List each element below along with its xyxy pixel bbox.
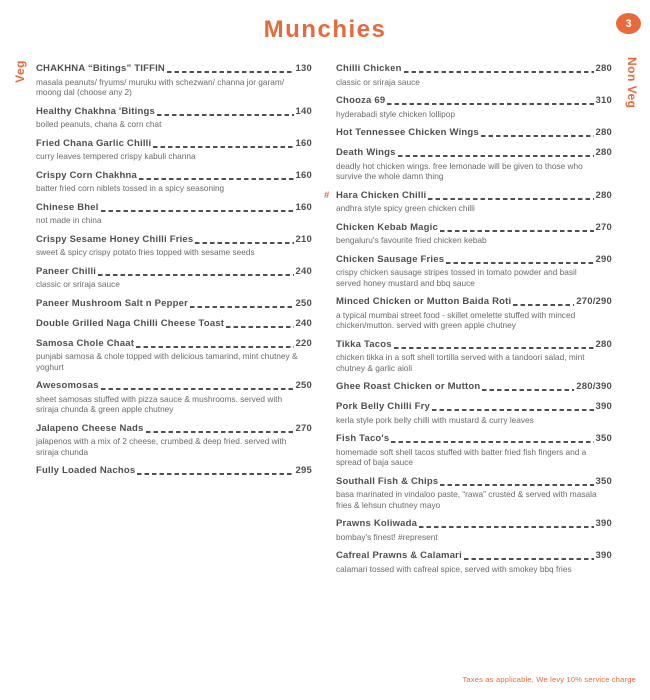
item-description: crispy chicken sausage stripes tossed in tomato powder and basil served honey mustard and bbq sauce: [336, 267, 577, 288]
menu-item: [36, 234, 312, 258]
item-price: 350: [595, 433, 612, 444]
item-name: Southall Fish & Chips: [336, 475, 439, 487]
item-description: not made in china: [36, 215, 102, 225]
dotted-leader: [190, 306, 294, 308]
dotted-leader: [394, 347, 594, 349]
item-description: classic or sriraja sauce: [336, 76, 420, 87]
item-line: [336, 433, 612, 445]
item-line: [36, 266, 312, 278]
item-name: Paneer Mushroom Salt n Pepper: [36, 297, 189, 309]
item-name: Death Wings: [336, 147, 396, 158]
menu-item: [336, 401, 612, 425]
item-price: 270/290: [576, 296, 612, 307]
item-price: 270: [595, 221, 612, 233]
menu-item: [336, 296, 612, 331]
item-name: Paneer Chilli: [36, 265, 97, 277]
item-line: [36, 170, 312, 182]
item-line: [336, 476, 612, 488]
item-line: [336, 339, 612, 351]
item-name: Fried Chana Garlic Chilli: [36, 137, 152, 149]
item-price: 390: [595, 550, 612, 561]
dotted-leader: [226, 326, 293, 328]
item-line: [36, 338, 312, 350]
menu-item: [36, 138, 312, 162]
item-line: [336, 147, 612, 159]
item-name: Chinese Bhel: [36, 201, 99, 213]
dotted-leader: [432, 409, 594, 411]
item-line: [36, 298, 312, 310]
dotted-leader: [146, 431, 294, 433]
item-name: Fully Loaded Nachos: [36, 465, 136, 476]
item-description: batter fried corn niblets tossed in a spicy seasoning: [36, 183, 225, 193]
dotted-leader: [481, 135, 594, 137]
menu-item: [336, 381, 612, 393]
menu-item: [336, 550, 612, 574]
item-name: Pork Belly Chilli Fry: [336, 401, 430, 412]
item-description: calamari tossed with cafreal spice, served with smokey bbq fries: [336, 563, 572, 574]
menu-item: [36, 202, 312, 226]
item-name: Chicken Sausage Fries: [336, 253, 445, 265]
item-name: Samosa Chole Chaat: [36, 337, 135, 349]
item-line: [36, 465, 312, 477]
menu-item: [36, 266, 312, 290]
item-price: 280: [595, 147, 612, 158]
item-line: [336, 95, 612, 107]
dotted-leader: [101, 388, 294, 390]
menu-item: [36, 318, 312, 330]
item-line: [336, 401, 612, 413]
veg-section-label: Veg: [13, 60, 27, 83]
footer-note: Taxes as applicable, We levy 10% service charge: [462, 675, 636, 684]
item-price: 160: [295, 137, 312, 149]
item-price: 160: [295, 169, 312, 181]
item-description: hyderabadi style chicken lollipop: [336, 108, 455, 119]
item-line: [336, 381, 612, 393]
dotted-leader: [387, 103, 593, 105]
item-description: curry leaves tempered crispy kabuli channa: [36, 151, 196, 161]
item-line: [336, 518, 612, 530]
item-description: kerla style pork belly chilli with mustard & curry leaves: [336, 414, 534, 425]
menu-item: [36, 170, 312, 194]
item-description: sweet & spicy crispy potato fries topped with sesame seeds: [36, 247, 255, 257]
menu-item: [36, 63, 312, 98]
veg-column: [36, 63, 312, 660]
item-name: Healthy Chakhna 'Bitings: [36, 105, 155, 117]
item-price: 160: [295, 201, 312, 213]
item-price: 240: [295, 265, 312, 277]
item-price: 220: [295, 337, 312, 349]
item-name: Fish Taco's: [336, 433, 390, 444]
item-line: [336, 296, 612, 308]
nonveg-column: [324, 63, 612, 660]
menu-item: [36, 423, 312, 458]
item-price: 390: [595, 518, 612, 529]
dotted-leader: [419, 526, 593, 528]
item-price: 250: [295, 297, 312, 309]
dotted-leader: [101, 210, 294, 212]
item-description: chicken tikka in a soft shell tortilla served with a tandoori salad, mint chutney & garlic aioli: [336, 352, 585, 373]
dotted-leader: [404, 71, 594, 73]
page-number: 3: [625, 17, 632, 30]
item-line: [36, 138, 312, 150]
dotted-leader: [157, 114, 294, 116]
menu-item: [336, 518, 612, 542]
item-line: [336, 190, 612, 202]
dotted-leader: [153, 146, 293, 148]
item-name: Awesomosas: [36, 380, 99, 391]
item-description: basa marinated in vindaloo paste, “rawa” crusted & served with masala fries & lehsun chutney mayo: [336, 489, 597, 510]
menu-item: [336, 147, 612, 182]
dotted-leader: [137, 473, 293, 475]
dotted-leader: [464, 558, 594, 560]
item-price: 295: [295, 465, 312, 476]
item-price: 390: [595, 401, 612, 412]
item-line: [336, 550, 612, 562]
item-line: [36, 380, 312, 392]
item-name: Chilli Chicken: [336, 63, 402, 74]
menu-item: [36, 298, 312, 310]
menu-item: [36, 338, 312, 373]
item-description: classic or sriraja sauce: [36, 279, 120, 289]
item-name: Hara Chicken Chilli: [336, 189, 427, 201]
item-line: [36, 234, 312, 246]
page-title: Munchies: [263, 16, 387, 43]
item-description: boiled peanuts, chana & corn chat: [36, 119, 162, 129]
item-price: 280: [595, 127, 612, 138]
item-name: Chicken Kebab Magic: [336, 221, 438, 233]
menu-item: [336, 127, 612, 139]
item-line: [36, 318, 312, 330]
item-name: Double Grilled Naga Chilli Cheese Toast: [36, 317, 225, 329]
item-line: [336, 222, 612, 234]
dotted-leader: [139, 178, 294, 180]
dotted-leader: [440, 230, 594, 232]
dotted-leader: [428, 198, 593, 200]
menu-item: [336, 433, 612, 468]
item-price: 250: [295, 380, 312, 391]
item-description: masala peanuts/ fryums/ muruku with schezwan/ channa jor garam/ moong dal (choose any 2): [36, 76, 285, 97]
dotted-leader: [136, 346, 293, 348]
item-name: CHAKHNA “Bitings” TIFFIN: [36, 63, 165, 74]
menu-item: [336, 339, 612, 374]
page-number-badge: [616, 13, 641, 34]
menu-item: [336, 222, 612, 246]
item-name: Minced Chicken or Mutton Baida Roti: [336, 296, 512, 307]
item-price: 270: [295, 422, 312, 434]
item-description: bombay's finest! #represent: [336, 531, 438, 542]
nonveg-section-label: Non Veg: [625, 57, 639, 109]
item-price: 280: [595, 189, 612, 201]
item-description: punjabi samosa & chole topped with delicious tamarind, mint chutney & yoghurt: [36, 351, 298, 372]
item-price: 290: [595, 253, 612, 265]
item-description: bengaluru's favourite fried chicken kebab: [336, 235, 487, 245]
dotted-leader: [391, 441, 593, 443]
item-line: [336, 127, 612, 139]
item-description: sheet samosas stuffed with pizza sauce & mushrooms. served with sriraja chunda & green apple chutney: [36, 393, 283, 414]
dotted-leader: [398, 155, 594, 157]
dotted-leader: [195, 242, 293, 244]
item-name: Jalapeno Cheese Nads: [36, 422, 144, 434]
item-description: deadly hot chicken wings. free lemonade will be given to those who survive the whole damn thing: [336, 160, 583, 181]
dotted-leader: [98, 274, 293, 276]
menu-item: [36, 380, 312, 415]
item-price: 310: [595, 95, 612, 106]
item-price: 280: [595, 63, 612, 74]
item-price: 140: [295, 105, 312, 117]
item-description: homemade soft shell tacos stuffed with batter fried fish fingers and a spread of baja sauce: [336, 446, 587, 467]
item-line: [36, 106, 312, 118]
item-description: andhra style spicy green chicken chilli: [336, 203, 475, 213]
item-price: 280: [595, 338, 612, 350]
item-price: 240: [295, 317, 312, 329]
spicy-hash-marker: #: [324, 189, 330, 201]
dotted-leader: [513, 304, 574, 306]
item-line: [336, 254, 612, 266]
item-name: Chooza 69: [336, 95, 386, 106]
menu-item: [336, 476, 612, 511]
menu-item: [36, 465, 312, 477]
item-price: 210: [295, 233, 312, 245]
dotted-leader: [440, 484, 593, 486]
menu-item: [36, 106, 312, 130]
item-name: Crispy Sesame Honey Chilli Fries: [36, 233, 194, 245]
item-name: Ghee Roast Chicken or Mutton: [336, 381, 481, 392]
item-description: jalapenos with a mix of 2 cheese, crumbed & deep fried. served with sriraja chunda: [36, 436, 287, 457]
item-price: 130: [295, 63, 312, 74]
item-description: a typical mumbai street food - skillet omelette stuffed with minced chicken/mutton. served with green apple chutney: [336, 309, 576, 330]
item-line: [36, 63, 312, 75]
item-name: Hot Tennessee Chicken Wings: [336, 127, 479, 138]
menu-item: [336, 95, 612, 119]
item-price: 280/390: [576, 381, 612, 392]
menu-columns: [36, 63, 612, 660]
item-name: Cafreal Prawns & Calamari: [336, 550, 462, 561]
item-line: [36, 202, 312, 214]
item-name: Prawns Koliwada: [336, 518, 418, 529]
menu-item: [336, 63, 612, 87]
menu-item: [324, 189, 612, 214]
item-line: [336, 63, 612, 75]
item-name: Tikka Tacos: [336, 338, 392, 350]
item-name: Crispy Corn Chakhna: [36, 169, 137, 181]
dotted-leader: [167, 71, 294, 73]
dotted-leader: [446, 262, 593, 264]
item-price: 350: [595, 475, 612, 487]
menu-item: [336, 254, 612, 289]
item-line: [36, 423, 312, 435]
dotted-leader: [482, 389, 574, 391]
